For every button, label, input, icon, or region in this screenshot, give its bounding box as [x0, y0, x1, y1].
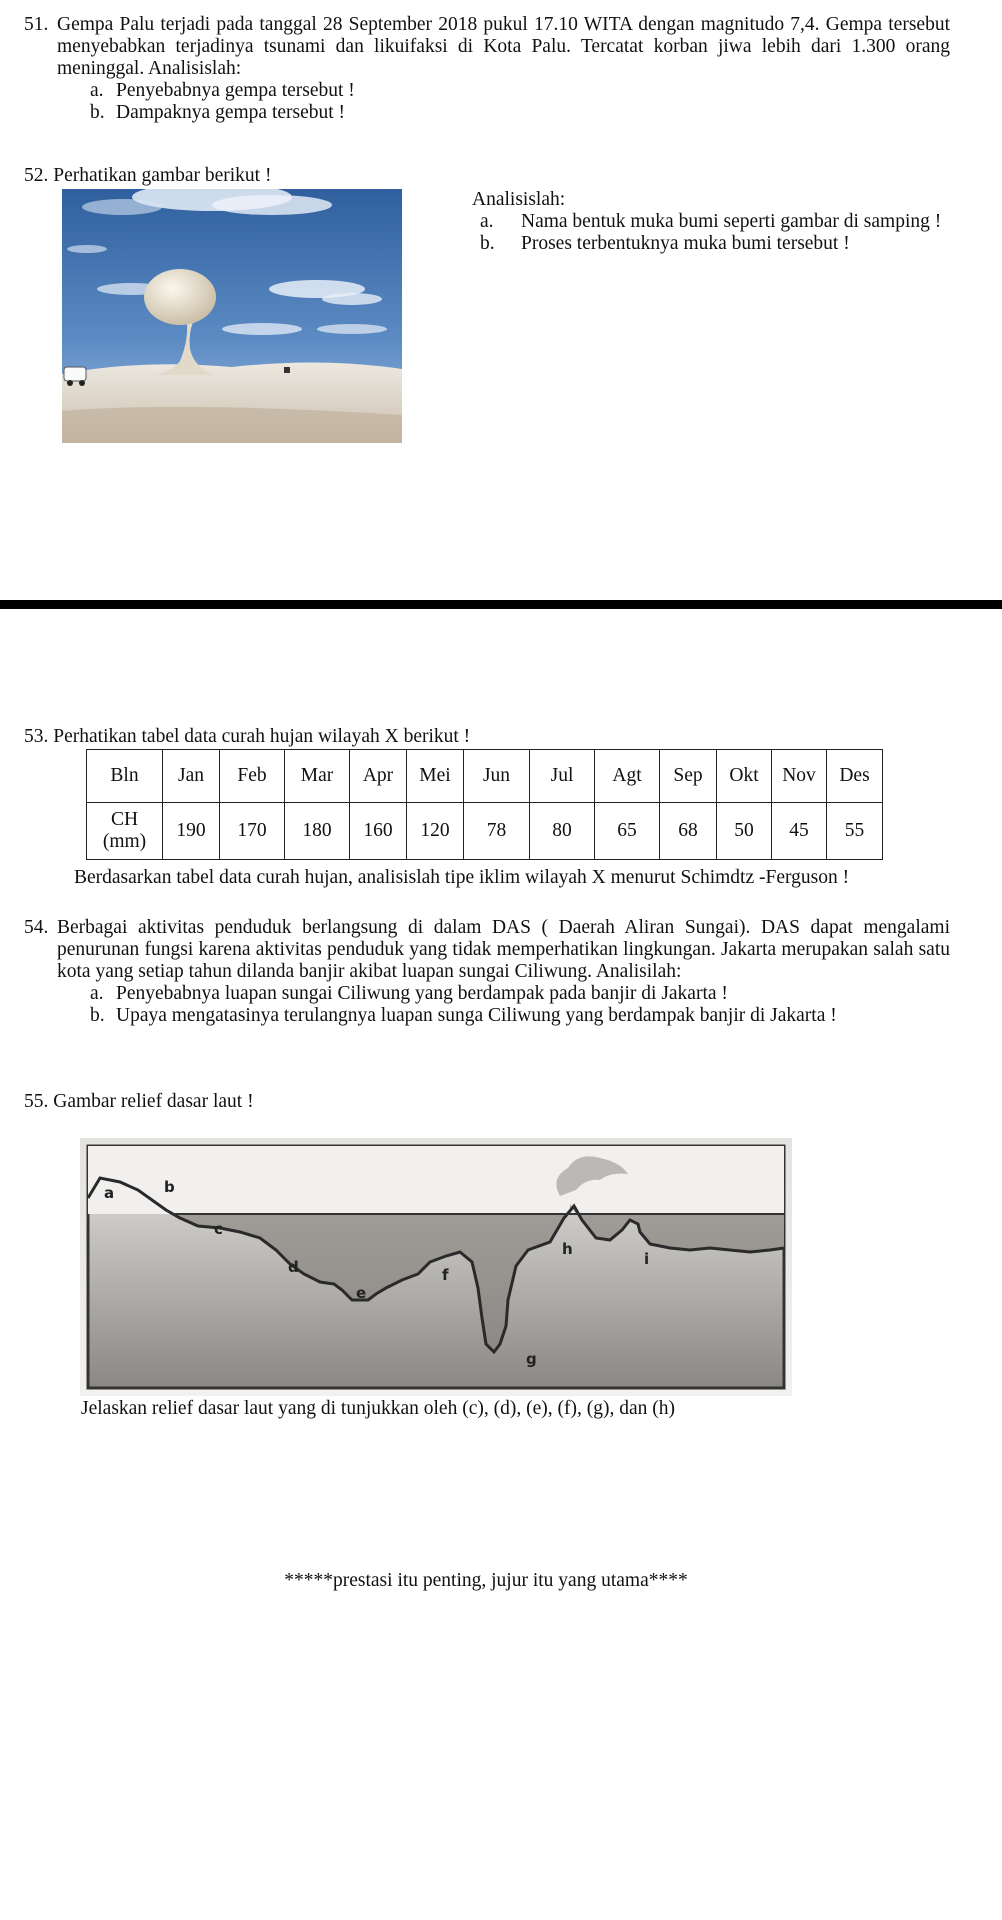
question-text: Gempa Palu terjadi pada tanggal 28 September 2018 pukul 17.10 WITA dengan magnitudo 7,4. Gempa tersebut menyebabkan terjadinya tsunami dan likuifaksi di Kota Palu. Tercatat korban jiwa lebih dari 1.300 orang meninggal. Analisislah: — [57, 14, 950, 79]
diagram-label: c — [214, 1220, 223, 1238]
sub-item-text: Proses terbentuknya muka bumi tersebut ! — [521, 233, 850, 254]
question-text: Berbagai aktivitas penduduk berlangsung di dalam DAS ( Daerah Aliran Sungai). DAS dapat mengalami penurunan fungsi karena aktivitas penduduk yang tidak memperhatikan lingkungan. Jakarta merupakan salah satu kota yang setiap tahun dilanda banjir akibat luapan sungai Ciliwung. Analisilah: — [57, 917, 950, 982]
table-header-cell: Jun — [464, 750, 530, 803]
diagram-label: h — [562, 1240, 573, 1258]
question-number: 53. — [24, 726, 49, 747]
diagram-label: f — [442, 1266, 449, 1284]
sub-item — [90, 1005, 950, 1027]
question-number: 51. — [24, 14, 49, 35]
table-cell: 55 — [827, 803, 883, 860]
table-header-cell: Mar — [285, 750, 350, 803]
table-header-cell: Des — [827, 750, 883, 803]
table-cell: 180 — [285, 803, 350, 860]
seafloor-relief-diagram — [80, 1138, 792, 1396]
table-cell: 78 — [464, 803, 530, 860]
table-header-cell: Agt — [595, 750, 660, 803]
question-53 — [24, 726, 470, 748]
question-51 — [24, 14, 950, 124]
table-cell: 120 — [407, 803, 464, 860]
table-header-cell: Jul — [530, 750, 595, 803]
sub-item — [480, 233, 950, 255]
sub-item-text: Upaya mengatasinya terulangnya luapan sunga Ciliwung yang berdampak banjir di Jakarta ! — [116, 1005, 837, 1026]
diagram-label: d — [288, 1258, 299, 1276]
sub-item — [480, 211, 950, 233]
table-header-cell: Feb — [220, 750, 285, 803]
table-header-cell: Mei — [407, 750, 464, 803]
sub-item — [90, 80, 950, 102]
sub-item-marker: b. — [90, 1005, 105, 1026]
table-header-row — [87, 750, 883, 803]
sub-item-marker: a. — [90, 80, 104, 101]
sub-item-marker: b. — [480, 233, 495, 254]
diagram-label: i — [644, 1250, 650, 1268]
table-cell: 45 — [772, 803, 827, 860]
table-header-cell: Okt — [717, 750, 772, 803]
page-divider — [0, 600, 1002, 609]
table-header-cell: Apr — [350, 750, 407, 803]
question-52 — [24, 165, 271, 187]
table-header-cell: Jan — [163, 750, 220, 803]
table-header-cell: Bln — [87, 750, 163, 803]
diagram-label: a — [104, 1184, 115, 1202]
sub-item-text: Nama bentuk muka bumi seperti gambar di samping ! — [521, 211, 942, 232]
sub-item-text: Penyebabnya gempa tersebut ! — [116, 80, 355, 101]
question-text: Perhatikan gambar berikut ! — [53, 165, 272, 186]
table-cell: 170 — [220, 803, 285, 860]
table-cell: 50 — [717, 803, 772, 860]
question-number: 55. — [24, 1091, 49, 1112]
sub-item-marker: b. — [90, 102, 105, 123]
footer-motto: *****prestasi itu penting, jujur itu yang utama**** — [284, 1570, 688, 1591]
question-number: 54. — [24, 917, 49, 938]
table-row — [87, 803, 883, 860]
sub-item-marker: a. — [90, 983, 104, 1004]
diagram-label: g — [526, 1350, 537, 1368]
question-55-instruction: Jelaskan relief dasar laut yang di tunjukkan oleh (c), (d), (e), (f), (g), dan (h) — [81, 1398, 675, 1419]
sub-item-text: Dampaknya gempa tersebut ! — [116, 102, 346, 123]
question-text: Perhatikan tabel data curah hujan wilayah X berikut ! — [53, 726, 471, 747]
row-label-line: CH — [110, 809, 139, 830]
table-cell: 80 — [530, 803, 595, 860]
row-label-line: (mm) — [102, 831, 147, 852]
diagram-label: b — [164, 1178, 175, 1196]
sub-item-marker: a. — [480, 211, 494, 232]
table-header-cell: Nov — [772, 750, 827, 803]
question-53-instruction: Berdasarkan tabel data curah hujan, analisislah tipe iklim wilayah X menurut Schimdtz -Ferguson ! — [74, 867, 850, 888]
mushroom-rock-photo — [62, 189, 402, 443]
table-cell: 65 — [595, 803, 660, 860]
analysis-label: Analisislah: — [472, 189, 566, 210]
table-header-cell: Sep — [660, 750, 717, 803]
question-55 — [24, 1091, 254, 1113]
question-54 — [24, 917, 950, 1027]
table-cell: 160 — [350, 803, 407, 860]
sub-item — [90, 983, 950, 1005]
table-cell: 190 — [163, 803, 220, 860]
analysis-block — [472, 189, 950, 255]
question-number: 52. — [24, 165, 49, 186]
sub-item — [90, 102, 950, 124]
rainfall-table — [86, 749, 883, 860]
table-cell: 68 — [660, 803, 717, 860]
question-text: Gambar relief dasar laut ! — [53, 1091, 254, 1112]
sub-item-text: Penyebabnya luapan sungai Ciliwung yang berdampak pada banjir di Jakarta ! — [116, 983, 728, 1004]
table-row-label — [87, 803, 163, 860]
diagram-label: e — [356, 1284, 367, 1302]
